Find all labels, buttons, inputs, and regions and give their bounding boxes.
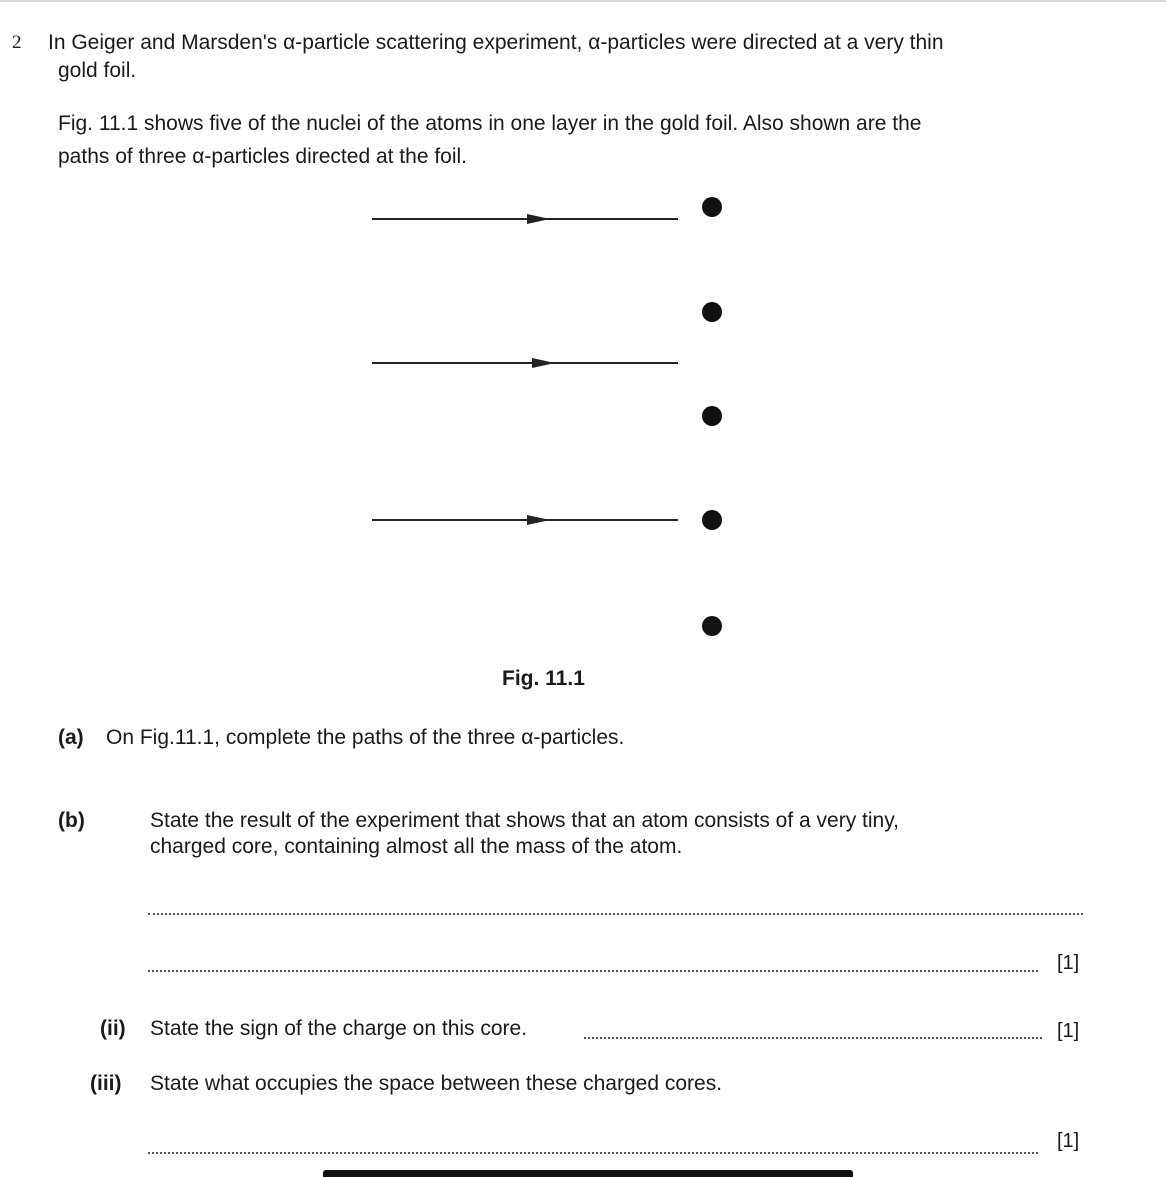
page-bottom-bar [323, 1170, 853, 1177]
gold-nucleus-4 [702, 510, 722, 530]
figure-caption: Fig. 11.1 [502, 667, 585, 690]
answer-line-b-2[interactable] [148, 970, 1038, 972]
part-b-iii-label: (iii) [90, 1072, 122, 1095]
question-intro-line2: gold foil. [58, 59, 137, 82]
part-b-iii-text: State what occupies the space between these charged cores. [150, 1072, 723, 1095]
part-b-text-line1: State the result of the experiment that shows that an atom consists of a very tiny, [150, 809, 899, 832]
arrow-head-1 [527, 214, 550, 224]
figure-description-line2: paths of three α-particles directed at the foil. [58, 145, 468, 168]
arrow-head-2 [532, 358, 555, 368]
answer-line-b-iii[interactable] [148, 1152, 1038, 1154]
alpha-path-3 [372, 515, 678, 525]
part-b-text-line2: charged core, containing almost all the mass of the atom. [150, 835, 683, 858]
part-a-text: On Fig.11.1, complete the paths of the three α-particles. [106, 726, 625, 749]
answer-line-b-ii[interactable] [584, 1037, 1042, 1039]
part-b-ii-marks: [1] [1057, 1020, 1080, 1042]
question-intro-line1: In Geiger and Marsden's α-particle scattering experiment, α-particles were directed at a very thin [48, 31, 944, 54]
question-number: 2 [12, 32, 22, 53]
part-b-label: (b) [58, 809, 85, 832]
gold-nucleus-1 [702, 197, 722, 217]
figure-description-line1: Fig. 11.1 shows five of the nuclei of the atoms in one layer in the gold foil. Also shown are the [58, 112, 922, 135]
part-b-marks: [1] [1057, 952, 1080, 974]
part-a-label: (a) [58, 726, 84, 749]
answer-line-b-1[interactable] [148, 913, 1083, 915]
alpha-path-1 [372, 214, 678, 224]
part-b-ii-text: State the sign of the charge on this core. [150, 1017, 528, 1040]
alpha-path-2 [372, 358, 678, 368]
gold-nucleus-2 [702, 302, 722, 322]
part-b-iii-marks: [1] [1057, 1130, 1080, 1152]
gold-nucleus-5 [702, 616, 722, 636]
gold-nucleus-3 [702, 406, 722, 426]
part-b-ii-label: (ii) [100, 1017, 126, 1040]
arrow-head-3 [527, 515, 550, 525]
